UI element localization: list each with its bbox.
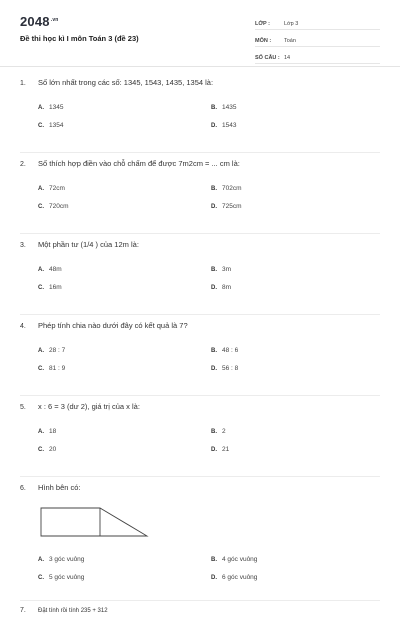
meta-label: MÔN : bbox=[255, 38, 272, 44]
geometry-figure bbox=[40, 507, 150, 537]
question-number: 4. bbox=[20, 323, 26, 330]
option-d[interactable]: D. 725cm bbox=[211, 203, 242, 210]
question-2 bbox=[0, 159, 400, 234]
question-separator bbox=[20, 314, 380, 315]
option-a[interactable]: A. 28 : 7 bbox=[38, 347, 66, 354]
logo-suffix: .vn bbox=[50, 16, 59, 23]
option-c[interactable]: C. 5 góc vuông bbox=[38, 574, 85, 581]
meta-row-subject bbox=[255, 33, 380, 47]
question-separator bbox=[20, 476, 380, 477]
question-separator bbox=[20, 395, 380, 396]
option-d[interactable]: D. 56 : 8 bbox=[211, 365, 239, 372]
answer-options bbox=[38, 556, 400, 581]
question-text: Phép tính chia nào dưới đây có kết quả là 7? bbox=[38, 321, 188, 330]
answer-options bbox=[38, 347, 400, 372]
meta-value: 14 bbox=[284, 55, 291, 61]
meta-value: Toán bbox=[284, 38, 296, 44]
header-divider bbox=[0, 66, 400, 67]
question-number: 1. bbox=[20, 80, 26, 87]
option-d[interactable]: D. 21 bbox=[211, 446, 230, 453]
meta-row-count bbox=[255, 50, 380, 64]
question-text: x : 6 = 3 (dư 2), giá trị của x là: bbox=[38, 402, 140, 411]
question-4 bbox=[0, 321, 400, 396]
option-a[interactable]: A. 72cm bbox=[38, 185, 65, 192]
meta-label: SỐ CÂU : bbox=[255, 55, 280, 61]
question-text: Một phần tư (1/4 ) của 12m là: bbox=[38, 240, 139, 249]
answer-options bbox=[38, 104, 400, 129]
question-text: Hình bên có: bbox=[38, 483, 81, 492]
question-6 bbox=[0, 483, 400, 601]
question-number: 7. bbox=[20, 607, 26, 614]
option-c[interactable]: C. 720cm bbox=[38, 203, 69, 210]
question-1 bbox=[0, 78, 400, 153]
header bbox=[0, 0, 400, 62]
option-a[interactable]: A. 18 bbox=[38, 428, 57, 435]
question-text: Số lớn nhất trong các số: 1345, 1543, 1435, 1354 là: bbox=[38, 78, 214, 87]
option-c[interactable]: C. 16m bbox=[38, 284, 62, 291]
question-number: 3. bbox=[20, 242, 26, 249]
question-separator bbox=[20, 600, 380, 601]
option-d[interactable]: D. 6 góc vuông bbox=[211, 574, 258, 581]
exam-meta bbox=[255, 16, 380, 67]
question-number: 6. bbox=[20, 485, 26, 492]
option-a[interactable]: A. 48m bbox=[38, 266, 62, 273]
option-c[interactable]: C. 81 : 9 bbox=[38, 365, 66, 372]
question-7 bbox=[0, 607, 400, 627]
option-c[interactable]: C. 1354 bbox=[38, 122, 64, 129]
answer-options bbox=[38, 428, 400, 453]
option-b[interactable]: B. 3m bbox=[211, 266, 232, 273]
option-b[interactable]: B. 2 bbox=[211, 428, 226, 435]
question-list bbox=[0, 78, 400, 627]
question-3 bbox=[0, 240, 400, 315]
question-separator bbox=[20, 152, 380, 153]
site-logo[interactable] bbox=[20, 14, 59, 29]
option-a[interactable]: A. 3 góc vuông bbox=[38, 556, 85, 563]
question-separator bbox=[20, 233, 380, 234]
option-b[interactable]: B. 48 : 6 bbox=[211, 347, 239, 354]
exam-title: Đề thi học kì I môn Toán 3 (đề 23) bbox=[20, 34, 139, 43]
question-number: 5. bbox=[20, 404, 26, 411]
trapezoid-shape bbox=[41, 508, 147, 536]
meta-row-class bbox=[255, 16, 380, 30]
option-b[interactable]: B. 702cm bbox=[211, 185, 242, 192]
answer-options bbox=[38, 266, 400, 291]
question-text: Đặt tính rồi tính 235 + 312 bbox=[38, 608, 108, 614]
question-5 bbox=[0, 402, 400, 477]
meta-value: Lớp 3 bbox=[284, 21, 299, 27]
option-d[interactable]: D. 1543 bbox=[211, 122, 237, 129]
question-text: Số thích hợp điền vào chỗ chấm để được 7m2cm = ... cm là: bbox=[38, 159, 240, 168]
logo-main: 2048 bbox=[20, 14, 50, 29]
answer-options bbox=[38, 185, 400, 210]
meta-label: LỚP : bbox=[255, 21, 270, 27]
option-b[interactable]: B. 1435 bbox=[211, 104, 237, 111]
option-a[interactable]: A. 1345 bbox=[38, 104, 64, 111]
option-d[interactable]: D. 8m bbox=[211, 284, 232, 291]
option-b[interactable]: B. 4 góc vuông bbox=[211, 556, 258, 563]
question-number: 2. bbox=[20, 161, 26, 168]
option-c[interactable]: C. 20 bbox=[38, 446, 57, 453]
